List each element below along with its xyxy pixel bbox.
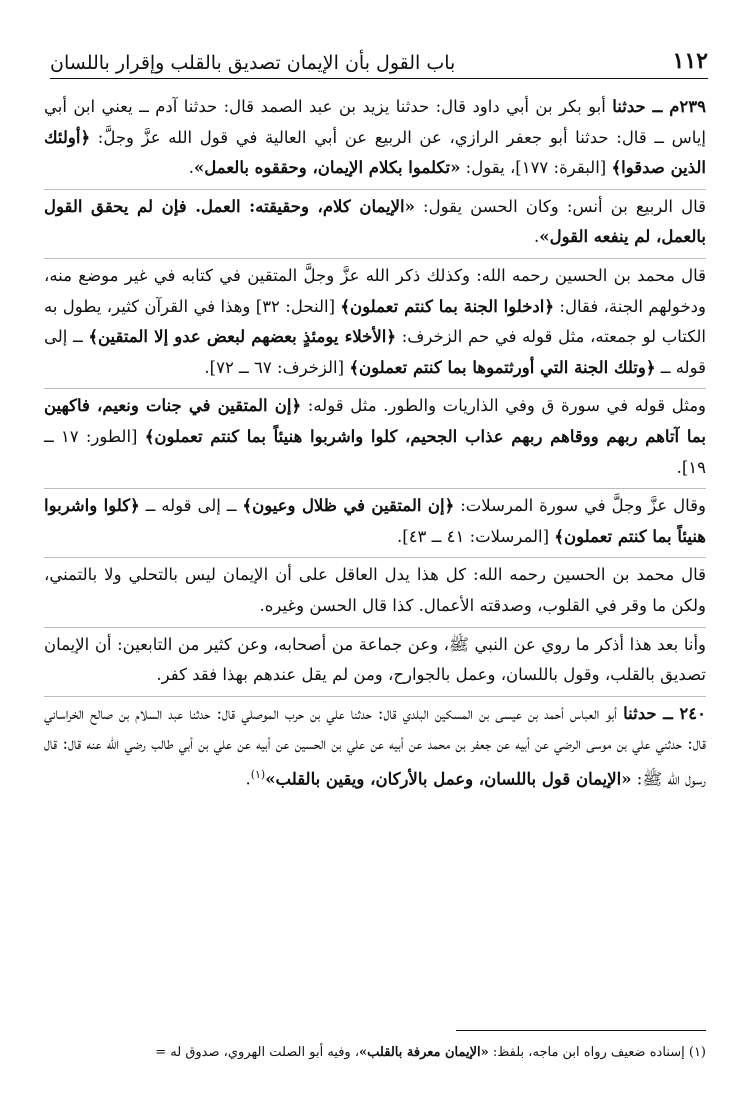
hadith-240: ٢٤٠ ــ حدثنا أبو العباس أحمد بن عيسى بن المسكين البلدي قال: حدثنا علي بن حرب الموصلي قال: حدثنا عبد السلام بن صالح الخراساني قال: حدثني علي بن موسى الرضي عن أبيه عن جعفر بن محمد عن أبيه عن علي بن الحسين عن أبيه عن علي بن أبي طالب رضي الله عنه قال: قال رسول الله ﷺ: «الإيمان قول باللسان، وعمل بالأركان، ويقين بالقلب»$^{(١)}$. bbox=[44, 696, 706, 795]
quoted-saying: «تكلموا بكلام الإيمان، وحققوه بالعمل» bbox=[193, 158, 461, 178]
isnad-lead: حدثنا bbox=[623, 703, 657, 723]
intro-paragraph: وأنا بعد هذا أذكر ما روي عن النبي ﷺ، وعن جماعة من أصحابه، وعن كثير من التابعين: أن الإيمان تصديق بالقلب، وقول باللسان، وعمل بالجوارح، ومن لم يقل عندهم بهذا فقد كفر. bbox=[44, 627, 706, 691]
quran-verse: ﴿كلوا واشربوا هنيئاً بما كنتم تعملون﴾ bbox=[44, 496, 706, 546]
conclusion-paragraph: قال محمد بن الحسين رحمه الله: كل هذا يدل العاقل على أن الإيمان ليس بالتحلي ولا بالتمني، ولكن ما وقر في القلوب، وصدقته الأعمال. كذا قال الحسن وغيره. bbox=[44, 557, 706, 621]
hadith-239m: ٢٣٩م ــ حدثنا أبو بكر بن أبي داود قال: حدثنا يزيد بن عبد الصمد قال: حدثنا آدم ــ يعني ابن أبي إياس ــ قال: حدثنا أبو جعفر الرازي، عن الربيع عن أبي العالية في قول الله عزَّ وجلَّ: ﴿أولئك الذين صدقوا﴾ [البقرة: ١٧٧]، يقول: «تكلموا بكلام الإيمان، وحققوه بالعمل». bbox=[44, 97, 706, 178]
quran-verse: ﴿إن المتقين في ظلال وعيون﴾ bbox=[242, 496, 455, 516]
quran-verse: ﴿إن المتقين في جنات ونعيم، فاكهين بما آتاهم ربهم ووقاهم ربهم عذاب الجحيم، كلوا واشربوا هنيئاً بما كنتم تعملون﴾ bbox=[44, 396, 707, 446]
quran-verse: ﴿أولئك الذين صدقوا﴾ bbox=[44, 127, 706, 178]
tur-paragraph: ومثل قوله في سورة ق وفي الذاريات والطور. مثل قوله: ﴿إن المتقين في جنات ونعيم، فاكهين بما آتاهم ربهم ووقاهم ربهم عذاب الجحيم، كلوا واشربوا هنيئاً بما كنتم تعملون﴾ [الطور: ١٧ ــ ١٩]. bbox=[44, 388, 706, 483]
quran-verse: ﴿ادخلوا الجنة بما كنتم تعملون﴾ bbox=[340, 296, 555, 316]
footnote-marker[interactable]: (١) bbox=[250, 767, 266, 781]
verse-reference: [البقرة: ١٧٧]، يقول: bbox=[460, 158, 612, 178]
quran-verse: ﴿وتلك الجنة التي أورثتموها بما كنتم تعملون﴾ bbox=[349, 357, 656, 377]
quoted-saying: «الإيمان قول باللسان، وعمل بالأركان، ويقين بالقلب» bbox=[265, 769, 632, 789]
commentary-paragraph: قال محمد بن الحسين رحمه الله: وكذلك ذكر الله عزَّ وجلَّ المتقين في كتابه في غير موضع منه، ودخولهم الجنة، فقال: ﴿ادخلوا الجنة بما كنتم تعملون﴾ [النحل: ٣٢] وهذا في القرآن كثير، يطول به الكتاب لو جمعته، مثل قوله في حم الزخرف: ﴿الأخلاء يومئذٍ بعضهم لبعض عدو إلا المتقين﴾ ــ إلى قوله ــ ﴿وتلك الجنة التي أورثتموها بما كنتم تعملون﴾ [الزخرف: ٦٧ ــ ٧٢]. bbox=[44, 258, 706, 383]
running-header bbox=[50, 40, 708, 79]
page-number: ١١٢ bbox=[672, 48, 708, 74]
chapter-title: باب القول بأن الإيمان تصديق بالقلب وإقرار باللسان bbox=[50, 52, 456, 74]
hadith-number: ٢٣٩م bbox=[669, 97, 706, 116]
main-text bbox=[44, 90, 706, 800]
isnad-lead: حدثنا bbox=[612, 97, 646, 116]
hadith-number: ٢٤٠ bbox=[679, 703, 706, 723]
quran-verse: ﴿الأخلاء يومئذٍ بعضهم لبعض عدو إلا المتقين﴾ bbox=[88, 327, 397, 347]
quoted-saying: «الإيمان كلام، وحقيقته: العمل. فإن لم يحقق القول بالعمل، لم ينفعه القول» bbox=[44, 196, 706, 247]
footnote-divider bbox=[456, 1030, 706, 1031]
footnote-number: (١) bbox=[688, 1045, 706, 1060]
footnote: (١) إسناده ضعيف رواه ابن ماجه، بلفظ: «الإيمان معرفة بالقلب»، وفيه أبو الصلت الهروي، صدوق له = bbox=[155, 1045, 706, 1060]
footnote-quote: «الإيمان معرفة بالقلب» bbox=[359, 1045, 489, 1060]
rabi-paragraph: قال الربيع بن أنس: وكان الحسن يقول: «الإيمان كلام، وحقيقته: العمل. فإن لم يحقق القول بالعمل، لم ينفعه القول». bbox=[44, 189, 706, 253]
mursalat-paragraph: وقال عزَّ وجلَّ في سورة المرسلات: ﴿إن المتقين في ظلال وعيون﴾ ــ إلى قوله ــ ﴿كلوا واشربوا هنيئاً بما كنتم تعملون﴾ [المرسلات: ٤١ ــ ٤٣]. bbox=[44, 488, 706, 552]
